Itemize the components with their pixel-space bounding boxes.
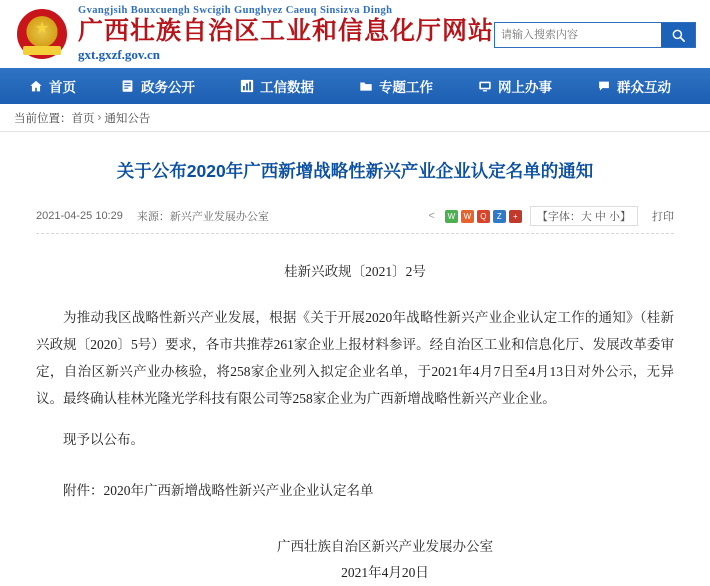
chart-icon [239,79,254,93]
article-paragraph: 现予以公布。 [63,432,144,448]
share-weibo-icon[interactable]: W [461,210,474,223]
site-title-block [78,5,494,63]
nav-item-home[interactable] [28,76,76,96]
nav-label: 群众互动 [617,80,671,95]
signature-block [36,534,674,585]
page-title: 关于公布2020年广西新增战略性新兴产业企业认定名单的通知 [116,161,594,181]
breadcrumb-separator: › [97,111,102,124]
site-url: gxt.gxzf.gov.cn [78,47,160,62]
share-buttons[interactable] [445,210,522,223]
article-paragraph: 为推动我区战略性新兴产业发展，根据《关于开展2020年战略性新兴产业企业认定工作的通知》（桂新兴政规〔2020〕5号）要求，各市共推荐261家企业上报材料参评。经自治区工业和信息化厅、发展改革委审定，自治区新兴产业办核验，将258家企业列入拟定企业名单，于2021年4月7日至4月13日对外公示，无异议。最终确认桂林光隆光学科技有限公司等258家企业为广西新增战略性新兴产业企业。 [36,310,674,407]
search-box[interactable] [494,22,696,48]
nav-label: 政务公开 [141,80,195,95]
print-button[interactable]: 打印 [652,211,674,224]
site-header [0,0,710,68]
breadcrumb-prefix: 当前位置： [14,112,72,125]
search-icon [671,28,686,43]
chat-icon [596,79,611,93]
main-nav [0,68,710,104]
document-number: 桂新兴政规〔2021〕2号 [284,264,426,280]
document-icon [120,79,135,93]
share-wechat-icon[interactable]: W [445,210,458,223]
article [0,158,710,586]
nav-item-online-service[interactable] [477,76,552,96]
breadcrumb [0,104,710,132]
font-size-selector[interactable]: 【字体：大 中 小】 [530,206,638,226]
search-button[interactable] [661,23,695,47]
signature-org: 广西壮族自治区新兴产业发展办公室 [277,539,493,555]
share-icon[interactable]: < [428,210,435,223]
source-label: 来源： [136,211,170,224]
nav-label: 首页 [49,80,76,95]
home-icon [28,79,43,93]
folder-icon [358,79,373,93]
source-value: 新兴产业发展办公室 [169,211,269,224]
article-meta [36,206,674,234]
breadcrumb-item-notice[interactable]: 通知公告 [104,112,151,125]
breadcrumb-item-home[interactable]: 首页 [71,112,95,125]
nav-label: 工信数据 [260,80,314,95]
attachment-link[interactable]: 附件：2020年广西新增战略性新兴产业企业认定名单 [63,483,374,499]
publish-date: 2021-04-25 10:29 [36,210,123,223]
site-title: 广西壮族自治区工业和信息化厅网站 [78,17,495,45]
nav-item-industry-data[interactable] [239,76,314,96]
share-qzone-icon[interactable]: Z [493,210,506,223]
nav-item-public-interaction[interactable] [596,76,671,96]
share-qq-icon[interactable]: Q [477,210,490,223]
nav-item-government-affairs[interactable] [120,76,195,96]
signature-date: 2021年4月20日 [341,564,429,580]
site-pinyin: Gvangjsih Bouxcuengh Swcigih Gunghyez Caeuq Sinsizva Dingh [78,5,393,16]
national-emblem-icon: ★ [14,6,70,62]
monitor-icon [477,79,492,93]
nav-label: 网上办事 [498,80,552,95]
nav-label: 专题工作 [379,80,433,95]
share-more-icon[interactable]: + [509,210,522,223]
nav-item-special-work[interactable] [358,76,433,96]
search-input[interactable] [495,23,661,47]
